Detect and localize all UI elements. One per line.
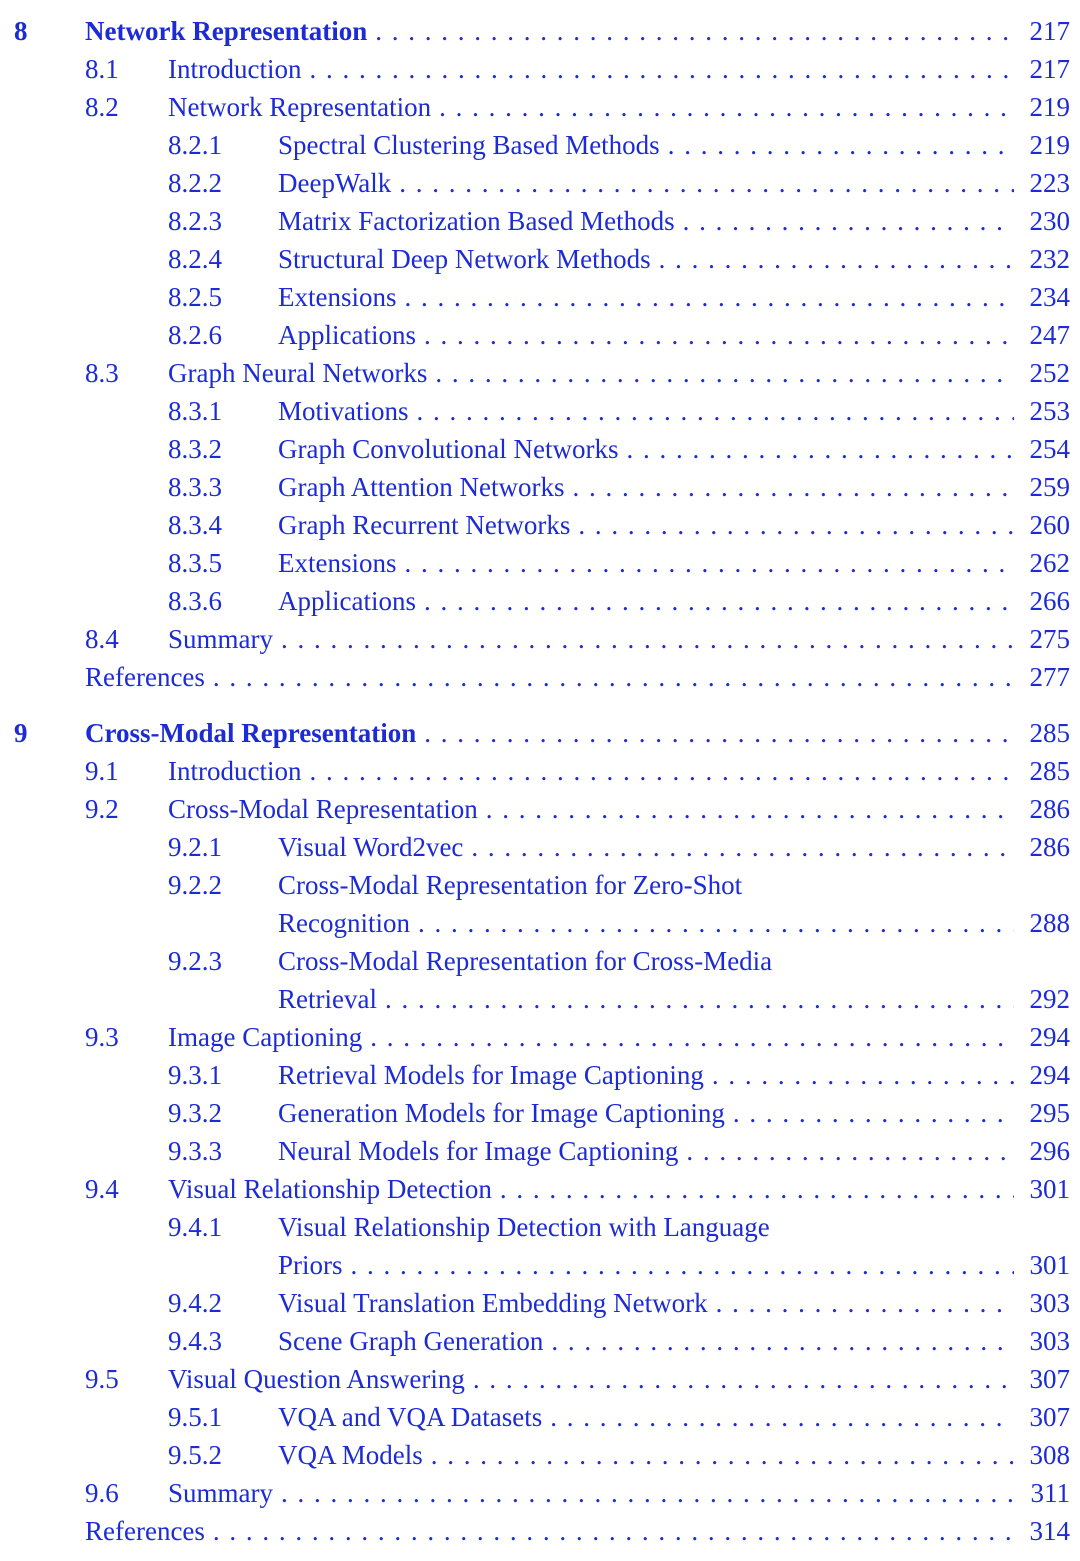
toc-entry-title: Summary xyxy=(168,1478,273,1508)
toc-entry-row xyxy=(14,544,1070,582)
toc-entry-number: 9.5.2 xyxy=(168,1440,222,1470)
dot-leader xyxy=(424,582,1014,620)
toc-entry-page: 286 xyxy=(1029,832,1070,862)
dot-leader xyxy=(486,790,1014,828)
toc-entry-title: Generation Models for Image Captioning xyxy=(278,1098,725,1128)
toc-entry-number: 9.3.2 xyxy=(168,1098,222,1128)
toc-entry-title: Motivations xyxy=(278,396,409,426)
toc-entry-title: Retrieval Models for Image Captioning xyxy=(278,1060,704,1090)
dot-leader xyxy=(418,904,1014,942)
toc-entry-page: 262 xyxy=(1029,548,1070,578)
toc-entry-page: 292 xyxy=(1029,984,1070,1014)
toc-entry-number: 8.4 xyxy=(85,624,119,654)
toc-entry-number: 9 xyxy=(14,718,28,748)
dot-leader xyxy=(417,392,1014,430)
toc-entry-page: 259 xyxy=(1029,472,1070,502)
dot-leader xyxy=(500,1170,1014,1208)
toc-entry-title-continued: Recognition xyxy=(278,908,410,938)
toc-entry-page: 311 xyxy=(1030,1478,1070,1508)
toc-entry-title: Visual Word2vec xyxy=(278,832,464,862)
toc-entry-row xyxy=(14,1322,1070,1360)
toc-entry-row xyxy=(14,1284,1070,1322)
toc-entry-page: 253 xyxy=(1029,396,1070,426)
toc-entry-title: Introduction xyxy=(168,54,302,84)
toc-entry-number: 8.2.6 xyxy=(168,320,222,350)
toc-entry-number: 8.2 xyxy=(85,92,119,122)
toc-entry-title: Network Representation xyxy=(85,16,368,46)
toc-entry-row xyxy=(14,582,1070,620)
toc-entry-title: Introduction xyxy=(168,756,302,786)
toc-entry-page: 219 xyxy=(1029,92,1070,122)
toc-entry-number: 9.3 xyxy=(85,1022,119,1052)
table-of-contents xyxy=(14,12,1070,1550)
toc-entry-row xyxy=(14,1474,1070,1512)
toc-entry-row xyxy=(14,1360,1070,1398)
toc-entry-page: 252 xyxy=(1029,358,1070,388)
toc-entry-row xyxy=(14,50,1070,88)
toc-entry-number: 9.4.1 xyxy=(168,1212,222,1242)
toc-entry-page: 260 xyxy=(1029,510,1070,540)
toc-entry-row xyxy=(14,430,1070,468)
toc-entry-page: 296 xyxy=(1029,1136,1070,1166)
toc-entry-number: 8.3.1 xyxy=(168,396,222,426)
dot-leader xyxy=(659,240,1014,278)
toc-entry-number: 9.2.1 xyxy=(168,832,222,862)
toc-entry-page: 230 xyxy=(1029,206,1070,236)
toc-entry-number: 8.3.2 xyxy=(168,434,222,464)
toc-entry-number: 8.2.2 xyxy=(168,168,222,198)
dot-leader xyxy=(385,980,1014,1018)
toc-entry-title-continued: Retrieval xyxy=(278,984,377,1014)
toc-entry-continuation-row xyxy=(14,980,1070,1018)
toc-entry-page: 232 xyxy=(1029,244,1070,274)
toc-entry-page: 275 xyxy=(1029,624,1070,654)
toc-entry-number: 8.2.3 xyxy=(168,206,222,236)
dot-leader xyxy=(716,1284,1014,1322)
toc-entry-page: 285 xyxy=(1029,756,1070,786)
toc-entry-title: Visual Relationship Detection with Language xyxy=(278,1212,770,1242)
toc-entry-row xyxy=(14,316,1070,354)
toc-entry-title: Cross-Modal Representation for Cross-Media xyxy=(278,946,773,976)
toc-entry-row xyxy=(14,790,1070,828)
toc-entry-title: Graph Convolutional Networks xyxy=(278,434,619,464)
toc-entry-page: 247 xyxy=(1029,320,1070,350)
dot-leader xyxy=(435,354,1014,392)
toc-entry-row xyxy=(14,202,1070,240)
dot-leader xyxy=(405,278,1015,316)
toc-entry-number: 9.4.2 xyxy=(168,1288,222,1318)
toc-entry-number: 9.3.3 xyxy=(168,1136,222,1166)
toc-entry-row xyxy=(14,942,1070,980)
toc-references-row xyxy=(14,1512,1070,1550)
dot-leader xyxy=(733,1094,1014,1132)
toc-chapter-row xyxy=(14,714,1070,752)
toc-entry-title: Spectral Clustering Based Methods xyxy=(278,130,660,160)
toc-entry-row xyxy=(14,1170,1070,1208)
dot-leader xyxy=(370,1018,1014,1056)
dot-leader xyxy=(431,1436,1014,1474)
dot-leader xyxy=(471,828,1014,866)
toc-entry-title: Cross-Modal Representation xyxy=(85,718,417,748)
toc-entry-title-continued: Priors xyxy=(278,1250,343,1280)
toc-entry-title: Summary xyxy=(168,624,273,654)
toc-entry-number: 8.2.1 xyxy=(168,130,222,160)
dot-leader xyxy=(375,12,1014,50)
dot-leader xyxy=(424,316,1014,354)
toc-entry-page: 301 xyxy=(1029,1174,1070,1204)
dot-leader xyxy=(213,658,1014,696)
toc-entry-row xyxy=(14,240,1070,278)
toc-entry-number: 9.5.1 xyxy=(168,1402,222,1432)
toc-entry-number: 9.2.3 xyxy=(168,946,222,976)
toc-entry-number: 9.4.3 xyxy=(168,1326,222,1356)
dot-leader xyxy=(424,714,1014,752)
toc-entry-title: References xyxy=(85,662,205,692)
toc-entry-page: 314 xyxy=(1029,1516,1070,1546)
dot-leader xyxy=(712,1056,1014,1094)
toc-entry-continuation-row xyxy=(14,904,1070,942)
toc-entry-title: Visual Question Answering xyxy=(168,1364,465,1394)
toc-entry-number: 8.3 xyxy=(85,358,119,388)
toc-entry-title: Scene Graph Generation xyxy=(278,1326,544,1356)
dot-leader xyxy=(668,126,1014,164)
toc-entry-number: 9.1 xyxy=(85,756,119,786)
toc-entry-page: 307 xyxy=(1029,1364,1070,1394)
dot-leader xyxy=(213,1512,1014,1550)
toc-entry-page: 288 xyxy=(1029,908,1070,938)
toc-entry-number: 9.3.1 xyxy=(168,1060,222,1090)
dot-leader xyxy=(550,1398,1014,1436)
toc-entry-title: Matrix Factorization Based Methods xyxy=(278,206,675,236)
toc-entry-number: 8.3.3 xyxy=(168,472,222,502)
toc-entry-row xyxy=(14,752,1070,790)
dot-leader xyxy=(626,430,1014,468)
toc-entry-page: 217 xyxy=(1029,16,1070,46)
toc-entry-title: Applications xyxy=(278,320,416,350)
toc-entry-page: 285 xyxy=(1029,718,1070,748)
toc-entry-number: 9.2 xyxy=(85,794,119,824)
toc-entry-page: 294 xyxy=(1029,1060,1070,1090)
toc-entry-row xyxy=(14,392,1070,430)
toc-entry-page: 219 xyxy=(1029,130,1070,160)
toc-entry-number: 8.2.5 xyxy=(168,282,222,312)
toc-entry-page: 308 xyxy=(1029,1440,1070,1470)
toc-entry-title: Extensions xyxy=(278,282,397,312)
dot-leader xyxy=(683,202,1014,240)
toc-entry-title: Image Captioning xyxy=(168,1022,363,1052)
toc-entry-row xyxy=(14,506,1070,544)
toc-entry-row xyxy=(14,866,1070,904)
toc-chapter-row xyxy=(14,12,1070,50)
toc-entry-row xyxy=(14,126,1070,164)
toc-entry-page: 303 xyxy=(1029,1288,1070,1318)
toc-entry-number: 8.3.4 xyxy=(168,510,222,540)
toc-entry-title: Applications xyxy=(278,586,416,616)
toc-entry-number: 9.6 xyxy=(85,1478,119,1508)
toc-entry-title: Graph Recurrent Networks xyxy=(278,510,571,540)
toc-entry-title: Extensions xyxy=(278,548,397,578)
toc-entry-page: 234 xyxy=(1029,282,1070,312)
toc-entry-title: Visual Relationship Detection xyxy=(168,1174,492,1204)
dot-leader xyxy=(309,50,1014,88)
toc-entry-number: 9.5 xyxy=(85,1364,119,1394)
toc-entry-title: References xyxy=(85,1516,205,1546)
toc-entry-number: 8.1 xyxy=(85,54,119,84)
toc-entry-row xyxy=(14,620,1070,658)
toc-entry-page: 295 xyxy=(1029,1098,1070,1128)
toc-entry-number: 8 xyxy=(14,16,28,46)
toc-entry-page: 294 xyxy=(1029,1022,1070,1052)
toc-entry-number: 8.3.6 xyxy=(168,586,222,616)
dot-leader xyxy=(399,164,1014,202)
dot-leader xyxy=(578,506,1014,544)
toc-entry-page: 286 xyxy=(1029,794,1070,824)
dot-leader xyxy=(572,468,1014,506)
toc-entry-row xyxy=(14,164,1070,202)
dot-leader xyxy=(281,620,1014,658)
dot-leader xyxy=(551,1322,1014,1360)
toc-entry-page: 217 xyxy=(1029,54,1070,84)
toc-entry-row xyxy=(14,828,1070,866)
toc-entry-number: 9.2.2 xyxy=(168,870,222,900)
dot-leader xyxy=(281,1474,1014,1512)
dot-leader xyxy=(351,1246,1014,1284)
toc-entry-title: Visual Translation Embedding Network xyxy=(278,1288,708,1318)
toc-entry-title: Cross-Modal Representation xyxy=(168,794,478,824)
toc-entry-title: Neural Models for Image Captioning xyxy=(278,1136,679,1166)
toc-entry-page: 223 xyxy=(1029,168,1070,198)
toc-entry-number: 8.3.5 xyxy=(168,548,222,578)
toc-entry-continuation-row xyxy=(14,1246,1070,1284)
toc-entry-row xyxy=(14,1398,1070,1436)
toc-entry-page: 303 xyxy=(1029,1326,1070,1356)
toc-entry-row xyxy=(14,88,1070,126)
dot-leader xyxy=(473,1360,1014,1398)
toc-entry-page: 301 xyxy=(1029,1250,1070,1280)
toc-entry-number: 8.2.4 xyxy=(168,244,222,274)
toc-entry-row xyxy=(14,1056,1070,1094)
toc-entry-row xyxy=(14,1018,1070,1056)
toc-entry-title: Graph Neural Networks xyxy=(168,358,428,388)
toc-entry-row xyxy=(14,1094,1070,1132)
toc-entry-number: 9.4 xyxy=(85,1174,119,1204)
toc-entry-row xyxy=(14,278,1070,316)
toc-entry-page: 277 xyxy=(1029,662,1070,692)
toc-entry-page: 254 xyxy=(1029,434,1070,464)
toc-entry-title: VQA Models xyxy=(278,1440,423,1470)
toc-entry-row xyxy=(14,468,1070,506)
toc-entry-title: Graph Attention Networks xyxy=(278,472,565,502)
toc-entry-title: Cross-Modal Representation for Zero-Shot xyxy=(278,870,743,900)
toc-entry-title: Network Representation xyxy=(168,92,432,122)
toc-entry-page: 307 xyxy=(1029,1402,1070,1432)
toc-entry-page: 266 xyxy=(1029,586,1070,616)
toc-entry-row xyxy=(14,1208,1070,1246)
dot-leader xyxy=(405,544,1015,582)
toc-entry-row xyxy=(14,1436,1070,1474)
toc-entry-row xyxy=(14,354,1070,392)
dot-leader xyxy=(686,1132,1014,1170)
toc-references-row xyxy=(14,658,1070,696)
dot-leader xyxy=(309,752,1014,790)
toc-entry-title: DeepWalk xyxy=(278,168,392,198)
dot-leader xyxy=(439,88,1014,126)
toc-entry-row xyxy=(14,1132,1070,1170)
toc-entry-title: Structural Deep Network Methods xyxy=(278,244,651,274)
toc-entry-title: VQA and VQA Datasets xyxy=(278,1402,543,1432)
